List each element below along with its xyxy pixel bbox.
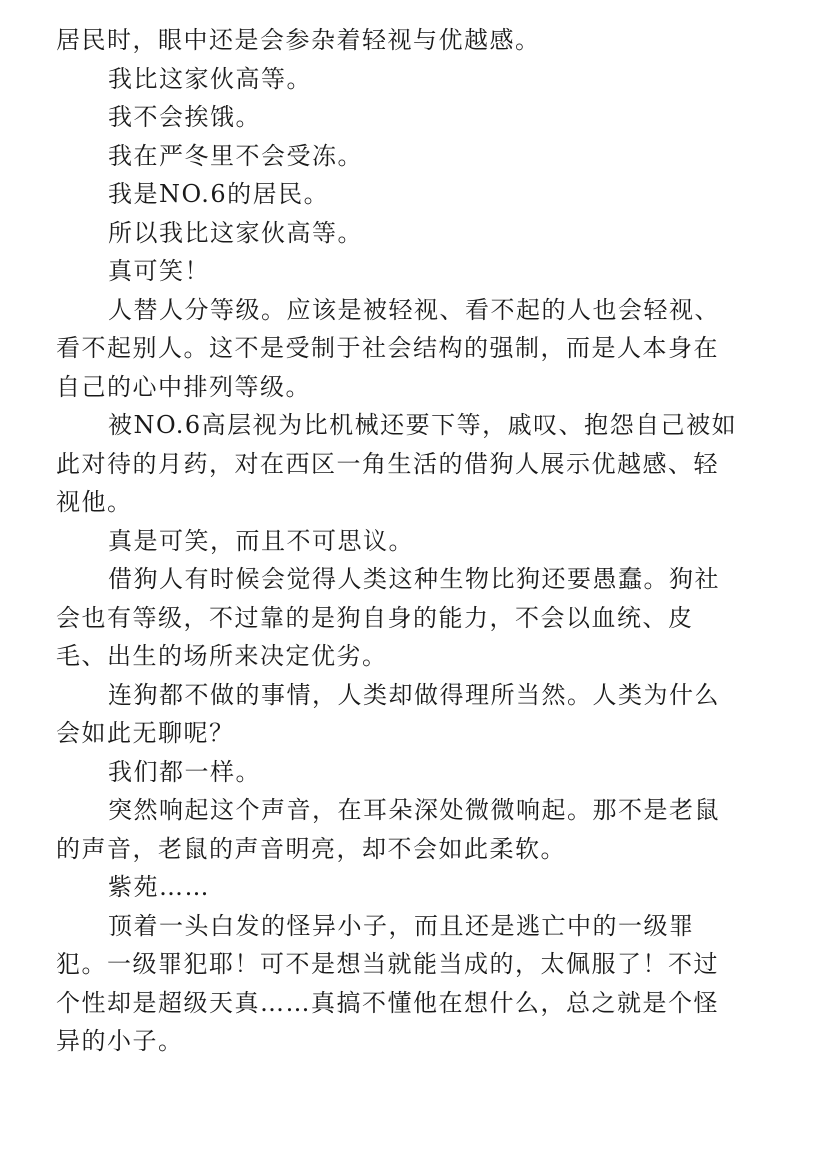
- text-line: 顶着一头白发的怪异小子，而且还是逃亡中的一级罪: [108, 912, 695, 940]
- text-line: 毛、出生的场所来决定优劣。: [56, 642, 388, 670]
- text-line: 居民时，眼中还是会参杂着轻视与优越感。: [56, 26, 541, 54]
- text-line: 看不起别人。这不是受制于社会结构的强制，而是人本身在: [56, 334, 719, 362]
- text-line: 的声音，老鼠的声音明亮，却不会如此柔软。: [56, 835, 566, 863]
- text-line: 视他。: [56, 488, 133, 516]
- text-line: 我是NO.6的居民。: [108, 180, 330, 208]
- text-line: 我比这家伙高等。: [108, 65, 312, 93]
- text-line: 连狗都不做的事情，人类却做得理所当然。人类为什么: [108, 681, 720, 709]
- text-line: 突然响起这个声音，在耳朵深处微微响起。那不是老鼠: [108, 796, 720, 824]
- text-line: 所以我比这家伙高等。: [108, 219, 363, 247]
- text-line: 人替人分等级。应该是被轻视、看不起的人也会轻视、: [108, 296, 720, 324]
- text-line: 借狗人有时候会觉得人类这种生物比狗还要愚蠢。狗社: [108, 565, 720, 593]
- text-line: 自己的心中排列等级。: [56, 373, 311, 401]
- text-line: 犯。一级罪犯耶！可不是想当就能当成的，太佩服了！不过: [56, 950, 719, 978]
- text-line: 我在严冬里不会受冻。: [108, 142, 363, 170]
- text-line: 被NO.6高层视为比机械还要下等，戚叹、抱怨自己被如: [108, 411, 738, 439]
- text-line: 异的小子。: [56, 1027, 184, 1055]
- text-line: 真可笑！: [108, 257, 210, 285]
- text-line: 此对待的月药，对在西区一角生活的借狗人展示优越感、轻: [56, 450, 719, 478]
- text-line: 会也有等级，不过靠的是狗自身的能力，不会以血统、皮: [56, 604, 694, 632]
- text-line: 真是可笑，而且不可思议。: [108, 527, 414, 555]
- text-line: 我不会挨饿。: [108, 103, 261, 131]
- text-line: 紫苑……: [108, 873, 210, 901]
- text-line: 我们都一样。: [108, 758, 261, 786]
- text-line: 会如此无聊呢？: [56, 719, 235, 747]
- text-line: 个性却是超级天真……真搞不懂他在想什么，总之就是个怪: [56, 989, 719, 1017]
